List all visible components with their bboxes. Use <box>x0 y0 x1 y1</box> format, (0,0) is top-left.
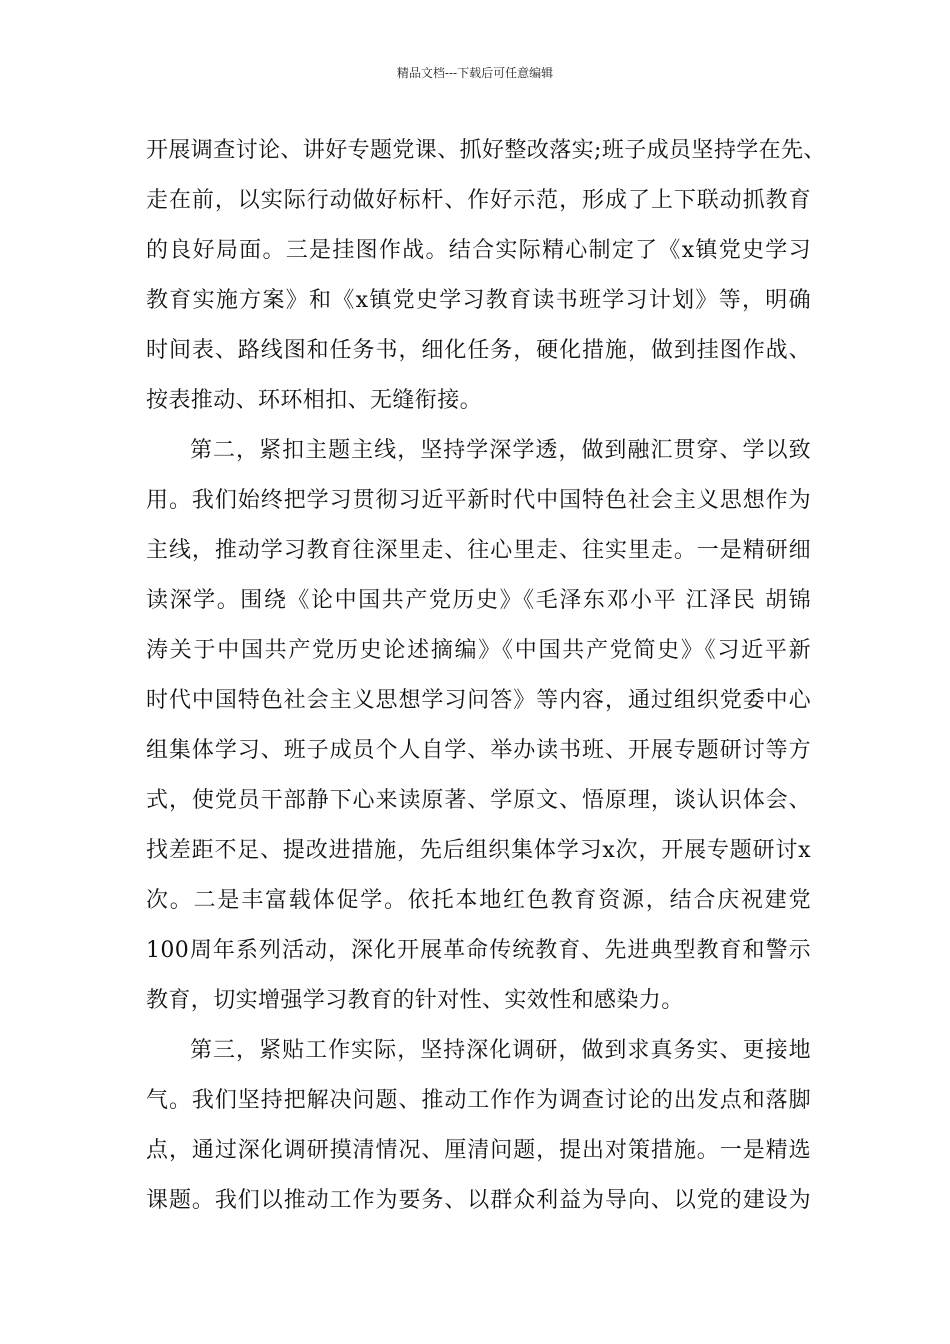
text-line: 时间表、路线图和任务书，细化任务，硬化措施，做到挂图作战、 <box>146 338 811 363</box>
text-line: 涛关于中国共产党历史论述摘编》《中国共产党简史》《习近平新 <box>146 638 811 663</box>
text-line: 第三，紧贴工作实际，坚持深化调研，做到求真务实、更接地 <box>190 1038 811 1063</box>
text-line: 开展调查讨论、讲好专题党课、抓好整改落实;班子成员坚持学在先、 <box>146 138 826 163</box>
text-line: 点，通过深化调研摸清情况、厘清问题，提出对策措施。一是精选 <box>146 1138 811 1163</box>
text-line: 走在前，以实际行动做好标杆、作好示范，形成了上下联动抓教育 <box>146 188 811 213</box>
text-line: 第二，紧扣主题主线，坚持学深学透，做到融汇贯穿、学以致 <box>190 438 811 463</box>
text-line: 100周年系列活动，深化开展革命传统教育、先进典型教育和警示 <box>146 938 811 963</box>
document-body <box>146 126 826 1226</box>
text-line: 用。我们始终把学习贯彻习近平新时代中国特色社会主义思想作为 <box>146 488 811 513</box>
text-line: 教育，切实增强学习教育的针对性、实效性和感染力。 <box>146 988 684 1013</box>
paragraph-1 <box>146 126 826 426</box>
page-header: 精品文档---下载后可任意编辑 <box>396 66 554 80</box>
paragraph-2 <box>146 426 811 1026</box>
text-line: 时代中国特色社会主义思想学习问答》等内容，通过组织党委中心 <box>146 688 811 713</box>
text-line: 的良好局面。三是挂图作战。结合实际精心制定了《x镇党史学习 <box>146 238 811 263</box>
paragraph-3 <box>146 1026 811 1226</box>
text-line: 按表推动、环环相扣、无缝衔接。 <box>146 388 483 413</box>
text-line: 教育实施方案》和《x镇党史学习教育读书班学习计划》等，明确 <box>146 288 811 313</box>
text-line: 主线，推动学习教育往深里走、往心里走、往实里走。一是精研细 <box>146 538 811 563</box>
text-line: 式，使党员干部静下心来读原著、学原文、悟原理，谈认识体会、 <box>146 788 811 813</box>
text-line: 气。我们坚持把解决问题、推动工作作为调查讨论的出发点和落脚 <box>146 1088 811 1113</box>
text-line: 课题。我们以推动工作为要务、以群众利益为导向、以党的建设为 <box>146 1188 811 1213</box>
text-line: 找差距不足、提改进措施，先后组织集体学习x次，开展专题研讨x <box>146 838 811 863</box>
text-line: 读深学。围绕《论中国共产党历史》《毛泽东邓小平 江泽民 胡锦 <box>146 588 811 613</box>
text-line: 次。二是丰富载体促学。依托本地红色教育资源，结合庆祝建党 <box>146 888 811 913</box>
text-line: 组集体学习、班子成员个人自学、举办读书班、开展专题研讨等方 <box>146 738 811 763</box>
